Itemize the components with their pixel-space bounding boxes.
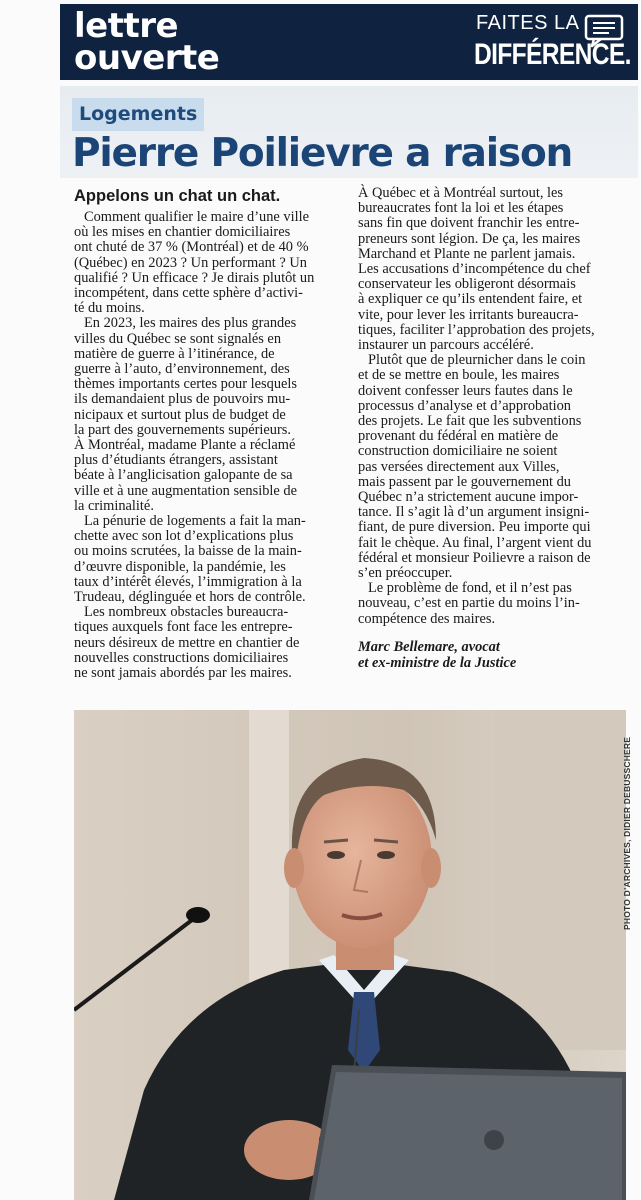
paragraph-3 xyxy=(74,514,346,605)
text-line: taux d’intérêt élevés, l’immigration à la xyxy=(74,573,302,590)
text-line: nouveau, c’est en partie du moins l’in- xyxy=(358,595,580,612)
text-line: matière de guerre à l’itinérance, de xyxy=(74,345,275,362)
text-line: guerre à l’auto, d’environnement, des xyxy=(74,361,290,378)
text-line: la part des gouvernements supérieurs. xyxy=(74,421,291,438)
text-line: vite, pour lever les irritants bureaucra- xyxy=(358,306,579,323)
byline-name: Marc Bellemare, avocat xyxy=(358,638,500,655)
text-line: pas versées directement aux Villes, xyxy=(358,458,560,475)
section-kicker: Logements xyxy=(72,98,204,131)
text-line: Les nombreux obstacles bureaucra- xyxy=(84,604,289,621)
text-line: construction domiciliaire ne soient xyxy=(358,443,558,460)
text-line: instaurer un parcours accéléré. xyxy=(358,337,534,354)
text-line: À Montréal, madame Plante a réclamé xyxy=(74,437,296,454)
text-line: ne sont jamais abordés par les maires. xyxy=(74,665,292,682)
text-line: béate à l’anglicisation galopante de sa xyxy=(74,467,293,484)
text-line: té du moins. xyxy=(74,300,145,317)
text-line: fédéral et monsieur Poilievre a raison de xyxy=(358,549,591,566)
text-line: ou moins scrutées, la baisse de la main- xyxy=(74,543,302,560)
paragraph-6 xyxy=(358,353,640,581)
text-line: À Québec et à Montréal surtout, les xyxy=(358,185,564,201)
masthead-banner xyxy=(60,4,638,80)
paragraph-4 xyxy=(74,605,346,681)
text-line: Marchand et Plante ne parlent jamais. xyxy=(358,245,576,262)
masthead-title-line2: ouverte xyxy=(74,38,220,78)
text-line: ils demandaient plus de pouvoirs mu- xyxy=(74,391,291,408)
article-column-right xyxy=(358,186,640,671)
article-column-left xyxy=(74,186,346,681)
text-line: La pénurie de logements a fait la man- xyxy=(84,513,306,530)
text-line: provenant du fédéral en matière de xyxy=(358,428,559,445)
text-line: s’en préoccuper. xyxy=(358,565,453,582)
text-line: et de se mettre en boule, les maires xyxy=(358,367,560,384)
text-line: doivent confesser leurs fautes dans le xyxy=(358,382,573,399)
masthead-title-line1: lettre xyxy=(74,6,179,46)
byline-title: et ex-ministre de la Justice xyxy=(358,654,517,671)
speech-bubble-icon xyxy=(584,14,624,48)
author-photo xyxy=(74,710,626,1200)
text-line: Le problème de fond, et il n’est pas xyxy=(368,580,572,597)
text-line: conservateur les obligeront désormais xyxy=(358,276,576,293)
text-line: fait le chèque. Au final, l’argent vient du xyxy=(358,534,592,551)
text-line: Québec n’a strictement aucune impor- xyxy=(358,489,579,506)
logo-faites-text: FAITES LA xyxy=(476,12,580,34)
photo-credit: PHOTO D’ARCHIVES, DIDIER DEBUSSCHERE xyxy=(622,736,632,930)
text-line: tiques auxquels font face les entrepre- xyxy=(74,619,293,636)
article-subhead: Appelons un chat un chat. xyxy=(74,187,281,205)
text-line: Plutôt que de pleurnicher dans le coin xyxy=(368,352,586,369)
text-line: villes du Québec se sont signalés en xyxy=(74,330,282,347)
text-line: la criminalité. xyxy=(74,497,154,514)
faites-la-difference-logo xyxy=(474,10,631,74)
text-line: sans fin que doivent franchir les entre- xyxy=(358,215,580,232)
byline xyxy=(358,639,640,671)
text-line: tance. Il s’agit là d’un argument insigni- xyxy=(358,504,590,521)
text-line: En 2023, les maires des plus grandes xyxy=(84,315,297,332)
text-line: preneurs sont légion. De ça, les maires xyxy=(358,230,581,247)
text-line: qualifié ? Un efficace ? Je dirais plutôt un xyxy=(74,269,315,286)
text-line: incompétent, dans cette sphère d’activi- xyxy=(74,285,303,302)
text-line: où les mises en chantier domiciliaires xyxy=(74,224,291,241)
text-line: ont chuté de 37 % (Montréal) et de 40 % xyxy=(74,239,309,256)
text-line: plus d’étudiants étrangers, assistant xyxy=(74,452,278,469)
text-line: à expliquer ce qu’ils entendent faire, et xyxy=(358,291,583,308)
text-line: fiant, de pure diversion. Peu importe qui xyxy=(358,519,591,536)
paragraph-2 xyxy=(74,316,346,514)
text-line: processus d’analyse et d’approbation xyxy=(358,397,571,414)
text-line: nicipaux et surtout plus de budget de xyxy=(74,406,286,423)
text-line: thèmes importants certes pour lesquels xyxy=(74,376,297,393)
text-line: chette avec son lot d’explications plus xyxy=(74,528,294,545)
text-line: tiques, faciliter l’approbation des projets, xyxy=(358,321,595,338)
paragraph-5 xyxy=(358,186,640,353)
text-line: compétence des maires. xyxy=(358,610,496,627)
logo-difference-text: DIFFÉRENCE. xyxy=(474,38,631,71)
text-line: ville et à une augmentation sensible de xyxy=(74,482,297,499)
text-line: nouvelles constructions domiciliaires xyxy=(74,649,289,666)
text-line: bureaucrates font la loi et les étapes xyxy=(358,200,564,217)
text-line: neurs désireux de mettre en chantier de xyxy=(74,634,300,651)
text-line: d’œuvre disponible, la pandémie, les xyxy=(74,558,286,575)
text-line: (Québec) en 2023 ? Un performant ? Un xyxy=(74,254,307,271)
article-headline: Pierre Poilievre a raison xyxy=(72,131,573,176)
text-line: des projets. Le fait que les subventions xyxy=(358,413,582,430)
text-line: Comment qualifier le maire d’une ville xyxy=(84,209,309,225)
text-line: mais passent par le gouvernement du xyxy=(358,473,571,490)
text-line: Les accusations d’incompétence du chef xyxy=(358,261,591,278)
author-photo-illustration xyxy=(74,710,626,1200)
text-line: Trudeau, déglinguée et hors de contrôle. xyxy=(74,589,306,606)
paragraph-7 xyxy=(358,581,640,627)
paragraph-1 xyxy=(74,210,346,316)
